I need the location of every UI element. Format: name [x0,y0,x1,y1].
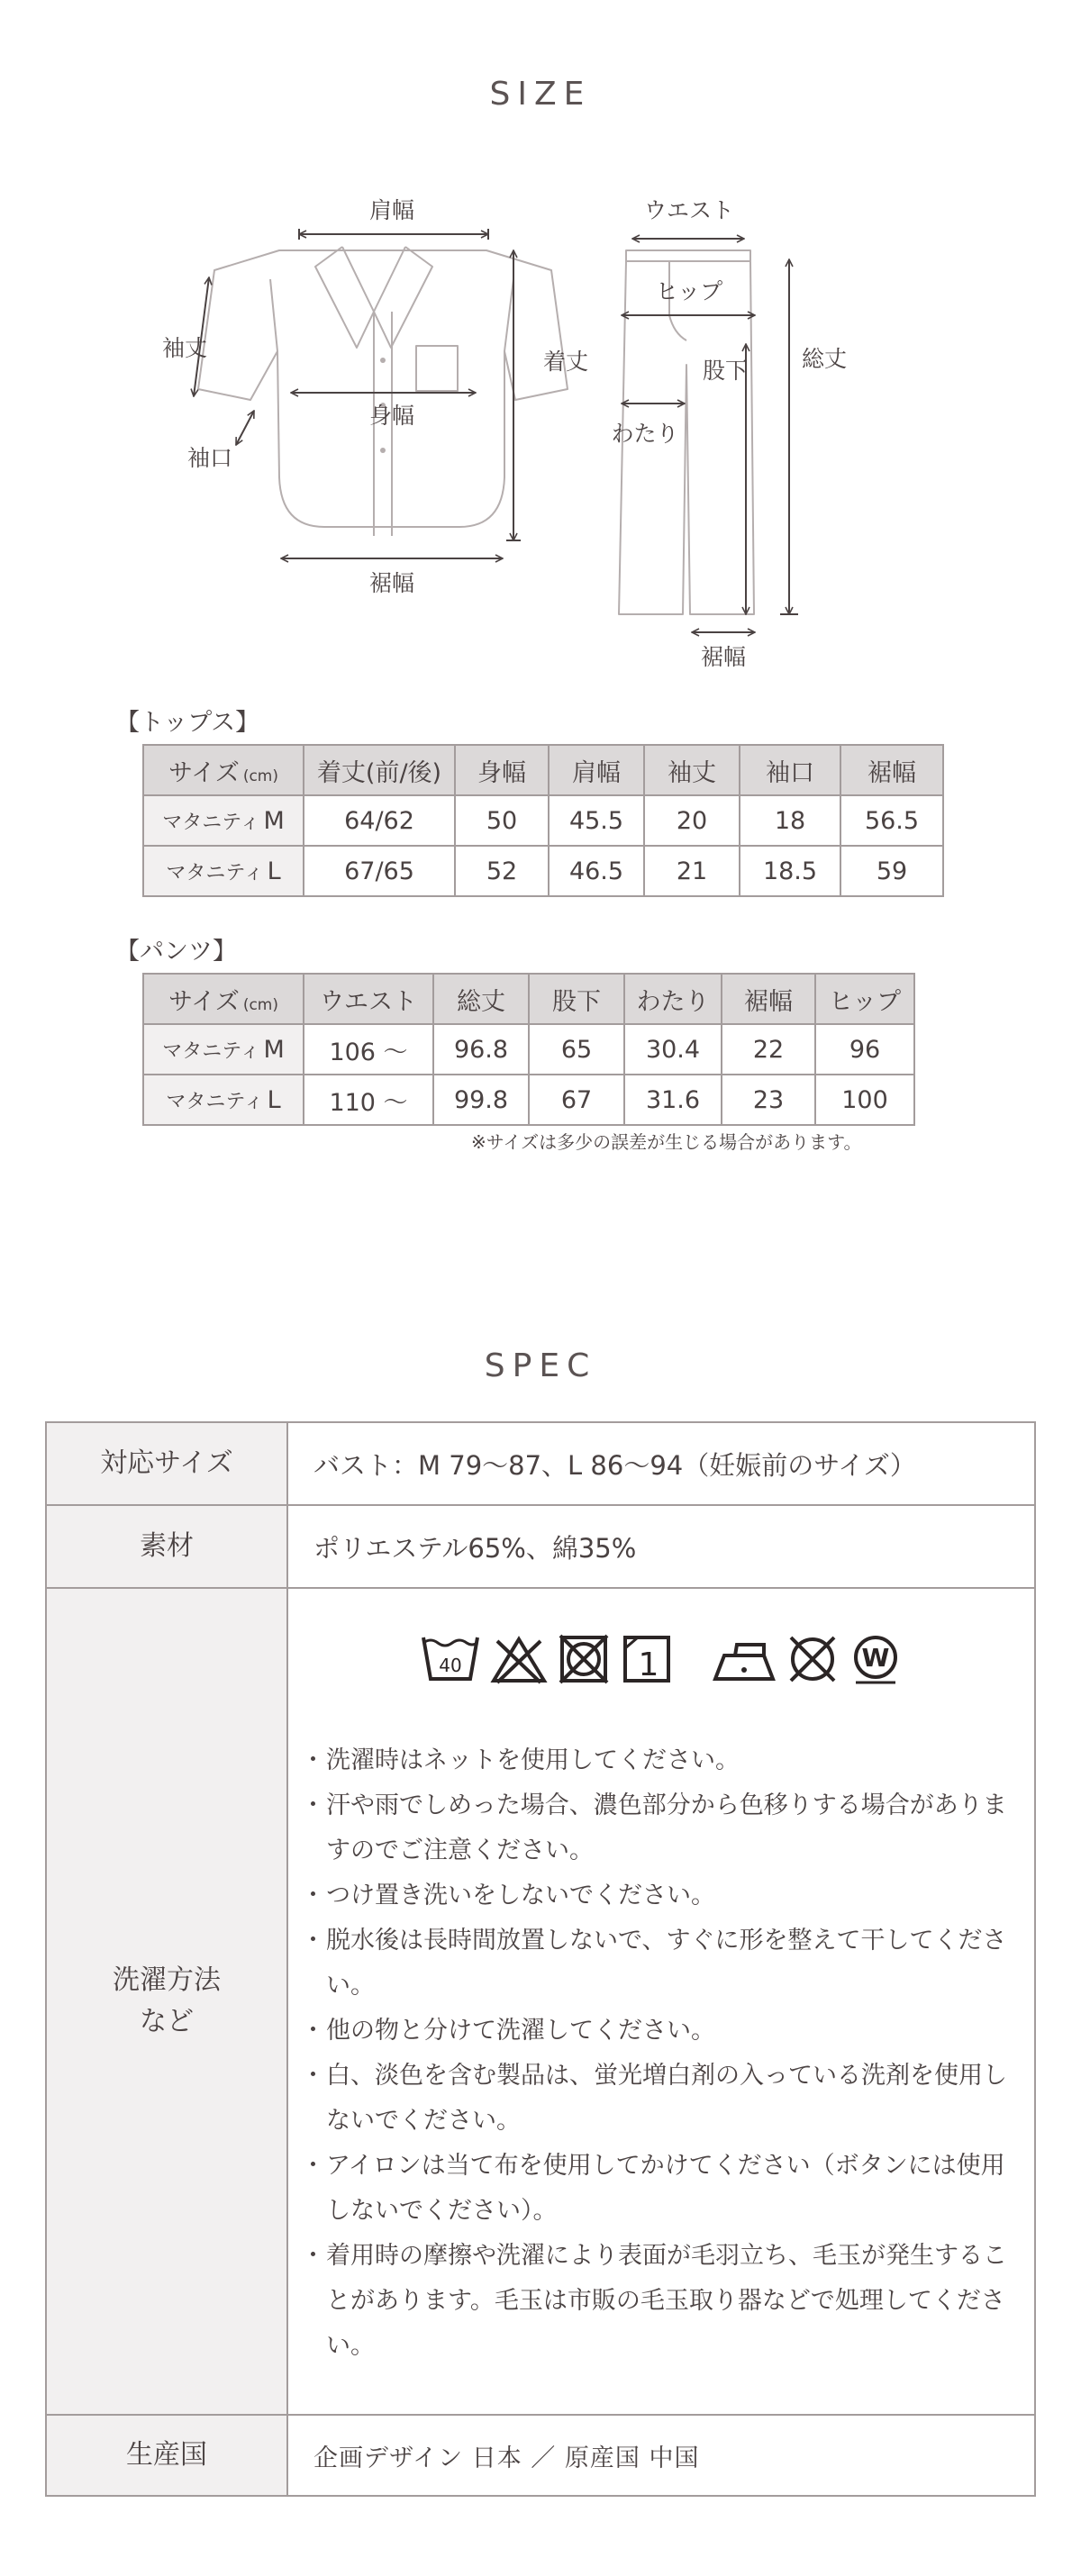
no-dry-clean-icon [786,1632,840,1686]
column-header: 股下 [529,974,624,1024]
label-chest-width: 身幅 [368,403,415,429]
table-cell: 22 [722,1024,815,1075]
table-header-row [143,974,914,1024]
size-diagram [161,180,883,685]
list-item: ・ アイロンは当て布を使用してかけてください（ボタンには使用しないでください）。 [306,2144,1016,2234]
table-cell: 96 [815,1024,914,1075]
wash-40-icon [420,1632,481,1686]
table-cell: 56.5 [840,795,943,846]
label-cuff: 袖口 [186,445,232,471]
pants-caption: 【パンツ】 [115,938,237,966]
table-cell: 99.8 [433,1075,529,1125]
svg-text:1: 1 [638,1646,659,1683]
spec-row-origin [46,2415,1035,2496]
table-cell: 30.4 [624,1024,722,1075]
iron-low-icon [712,1632,777,1686]
label-waist: ウエスト [643,197,735,223]
label-inseam: 股下 [702,358,749,384]
spec-section-title: SPEC [484,1347,597,1384]
column-header: 袖丈 [644,745,740,795]
table-cell: 67 [529,1075,624,1125]
spec-label: 生産国 [46,2415,287,2496]
table-cell: 64/62 [304,795,455,846]
table-row [143,795,943,846]
label-thigh: わたり [611,421,679,447]
care-icons [294,1632,1029,1686]
list-item: ・ つけ置き洗いをしないでください。 [306,1873,1016,1918]
line-dry-icon [620,1632,674,1686]
column-header: ウエスト [304,974,433,1024]
size-header: サイズ (cm) [143,974,304,1024]
table-cell: 96.8 [433,1024,529,1075]
column-header: 袖口 [740,745,840,795]
label-sleeve-length: 袖丈 [161,335,207,361]
table-cell: 20 [644,795,740,846]
table-cell: 52 [455,846,549,896]
column-header: 肩幅 [549,745,644,795]
spec-label: 洗濯方法 など [46,1588,287,2415]
spec-row-size [46,1422,1035,1505]
spec-value: ポリエステル65%、綿35% [287,1505,1035,1588]
svg-text:W: W [861,1643,890,1673]
table-cell: 23 [722,1075,815,1125]
row-header: マタニティ M [143,795,304,846]
table-cell: 106 ～ [304,1024,433,1075]
spec-value: 企画デザイン 日本 ／ 原産国 中国 [287,2415,1035,2496]
pants-size-table [142,973,915,1126]
list-item: ・ 着用時の摩擦や洗濯により表面が毛羽立ち、毛玉が発生することがあります。毛玉は市販の毛玉取り器などで処理してください。 [306,2234,1016,2369]
table-cell: 67/65 [304,846,455,896]
table-cell: 46.5 [549,846,644,896]
column-header: 総丈 [433,974,529,1024]
column-header: 身幅 [455,745,549,795]
column-header: 裾幅 [840,745,943,795]
spec-label: 対応サイズ [46,1422,287,1505]
label-shoulder-width: 肩幅 [368,197,415,223]
spec-row-material [46,1505,1035,1588]
table-row [143,1075,914,1125]
spec-label: 素材 [46,1505,287,1588]
wet-clean-icon [849,1632,903,1686]
table-cell: 50 [455,795,549,846]
tops-caption: 【トップス】 [115,709,260,737]
svg-text:40: 40 [439,1655,462,1676]
table-cell: 18.5 [740,846,840,896]
label-body-length: 着丈 [542,349,589,375]
table-cell: 21 [644,846,740,896]
table-cell: 65 [529,1024,624,1075]
spec-row-washing [46,1588,1035,2415]
size-note: ※サイズは多少の誤差が生じる場合があります。 [471,1131,862,1153]
list-item: ・ 他の物と分けて洗濯してください。 [306,2009,1016,2054]
washing-content [287,1588,1035,2415]
size-header: サイズ (cm) [143,745,304,795]
tops-size-table [142,744,944,897]
table-cell: 45.5 [549,795,644,846]
table-cell: 110 ～ [304,1075,433,1125]
label-total-length: 総丈 [802,346,848,372]
table-cell: 100 [815,1075,914,1125]
row-header: マタニティ L [143,1075,304,1125]
row-header: マタニティ L [143,846,304,896]
label-hip: ヒップ [655,278,723,304]
column-header: 着丈(前/後) [304,745,455,795]
table-row [143,1024,914,1075]
size-section-title: SIZE [489,76,592,113]
list-item: ・ 脱水後は長時間放置しないで、すぐに形を整えて干してください。 [306,1918,1016,2009]
table-cell: 18 [740,795,840,846]
label-pants-hem-width: 裾幅 [700,644,747,670]
column-header: わたり [624,974,722,1024]
column-header: 裾幅 [722,974,815,1024]
row-header: マタニティ M [143,1024,304,1075]
table-cell: 59 [840,846,943,896]
list-item: ・ 洗濯時はネットを使用してください。 [306,1738,1016,1783]
table-row [143,846,943,896]
shirt-illustration [198,247,568,536]
no-tumble-dry-icon [557,1632,611,1686]
label-hem-width: 裾幅 [368,570,415,596]
column-header: ヒップ [815,974,914,1024]
care-notes-list [294,1738,1029,2369]
table-header-row [143,745,943,795]
spec-table [45,1421,1036,2497]
spec-value: バスト：M 79～87、L 86～94（妊娠前のサイズ） [287,1422,1035,1505]
list-item: ・ 白、淡色を含む製品は、蛍光増白剤の入っている洗剤を使用しないでください。 [306,2054,1016,2144]
no-bleach-icon [490,1632,548,1686]
list-item: ・ 汗や雨でしめった場合、濃色部分から色移りする場合がありますのでご注意ください。 [306,1783,1016,1873]
table-cell: 31.6 [624,1075,722,1125]
